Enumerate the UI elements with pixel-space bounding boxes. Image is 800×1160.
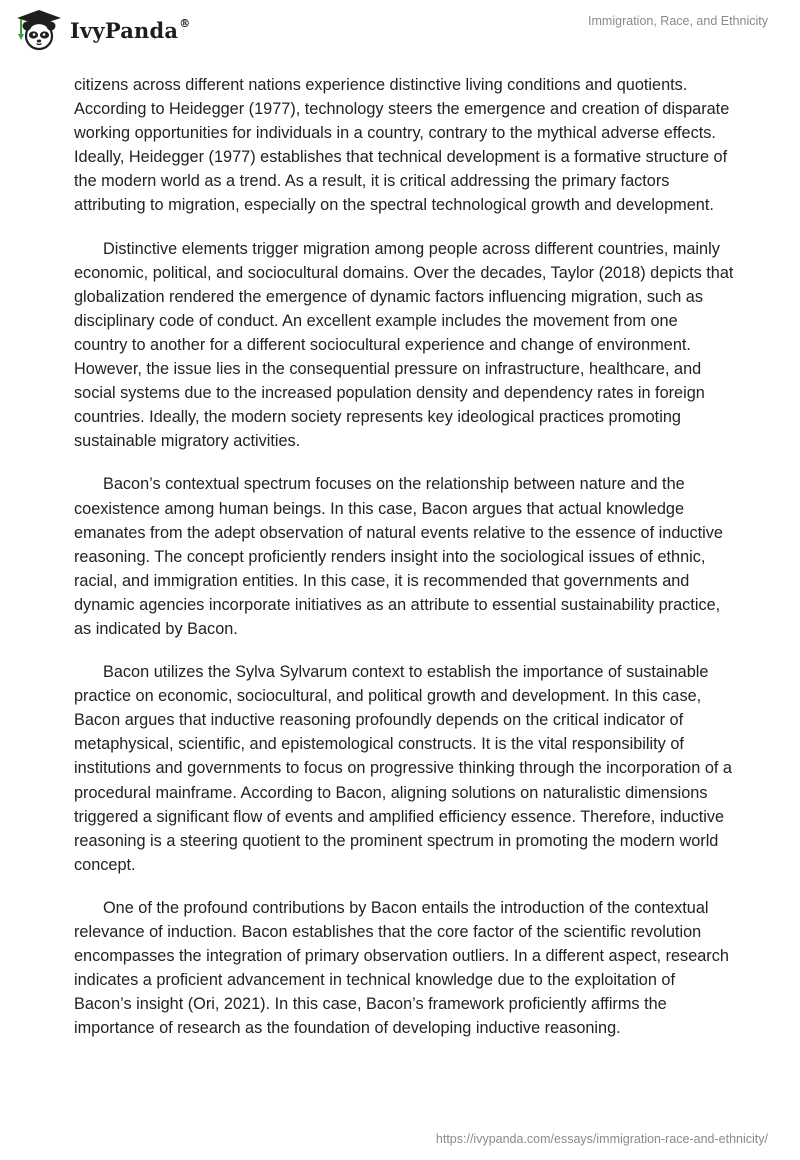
document-title: Immigration, Race, and Ethnicity — [588, 14, 768, 28]
panda-graduate-logo-icon — [14, 8, 64, 52]
brand-name: IvyPanda® — [70, 16, 191, 43]
source-url[interactable]: https://ivypanda.com/essays/immigration-race-and-ethnicity/ — [435, 1132, 768, 1146]
paragraph-1: citizens across different nations experience distinctive living conditions and quotients. According to Heidegger (1977), technology steers the emergence and creation of disparate working opportunities for individuals in a country, contrary to the mythical adverse effects. Ideally, Heidegger (1977) establishes that technical development is a formative structure of the modern world as a trend. As a result, it is critical addressing the primary factors attributing to migration, especially on the spectral technological growth and development. — [74, 76, 730, 215]
paragraph-4: Bacon utilizes the Sylva Sylvarum context to establish the importance of sustainable practice on economic, sociocultural, and political growth and development. In this case, Bacon argues that inductive reasoning profoundly depends on the critical indicator of metaphysical, scientific, and epistemological constructs. It is the vital responsibility of institutions and governments to focus on progressive thinking through the incorporation of a procedural mainframe. According to Bacon, aligning solutions on naturalistic dimensions triggered a significant flow of events and amplified efficiency essence. Therefore, inductive reasoning is a steering quotient to the prominent spectrum in promoting the modern world concept. — [74, 663, 732, 874]
brand-logo[interactable] — [14, 8, 190, 52]
page-header — [0, 0, 800, 66]
paragraph-3: Bacon’s contextual spectrum focuses on the relationship between nature and the coexistence among human beings. In this case, Bacon argues that actual knowledge emanates from the adept observation of natural events relative to the essence of inductive reasoning. The concept proficiently renders insight into the sociological issues of ethnic, racial, and immigration entities. In this case, it is recommended that governments and dynamic agencies incorporate initiatives as an attribute to essential sustainability practice, as indicated by Bacon. — [74, 475, 723, 638]
essay-body — [74, 73, 734, 1059]
paragraph-5: One of the profound contributions by Bacon entails the introduction of the contextual relevance of induction. Bacon establishes that the core factor of the scientific revolution encompasses the integration of primary observation outliers. In a different aspect, research indicates a proficient advancement in technical knowledge due to the exploitation of Bacon’s insight (Ori, 2021). In this case, Bacon’s framework proficiently affirms the importance of research as the foundation of developing inductive reasoning. — [74, 898, 729, 1038]
paragraph-2: Distinctive elements trigger migration among people across different countries, mainly economic, political, and sociocultural domains. Over the decades, Taylor (2018) depicts that globalization rendered the emergence of dynamic factors influencing migration, such as disciplinary code of conduct. An excellent example includes the movement from one country to another for a different sociocultural experience and change of environment. However, the issue lies in the consequential pressure on infrastructure, healthcare, and social systems due to the increased population density and dependency rates in foreign countries. Ideally, the modern society represents key ideological practices promoting sustainable migratory activities. — [74, 239, 734, 451]
